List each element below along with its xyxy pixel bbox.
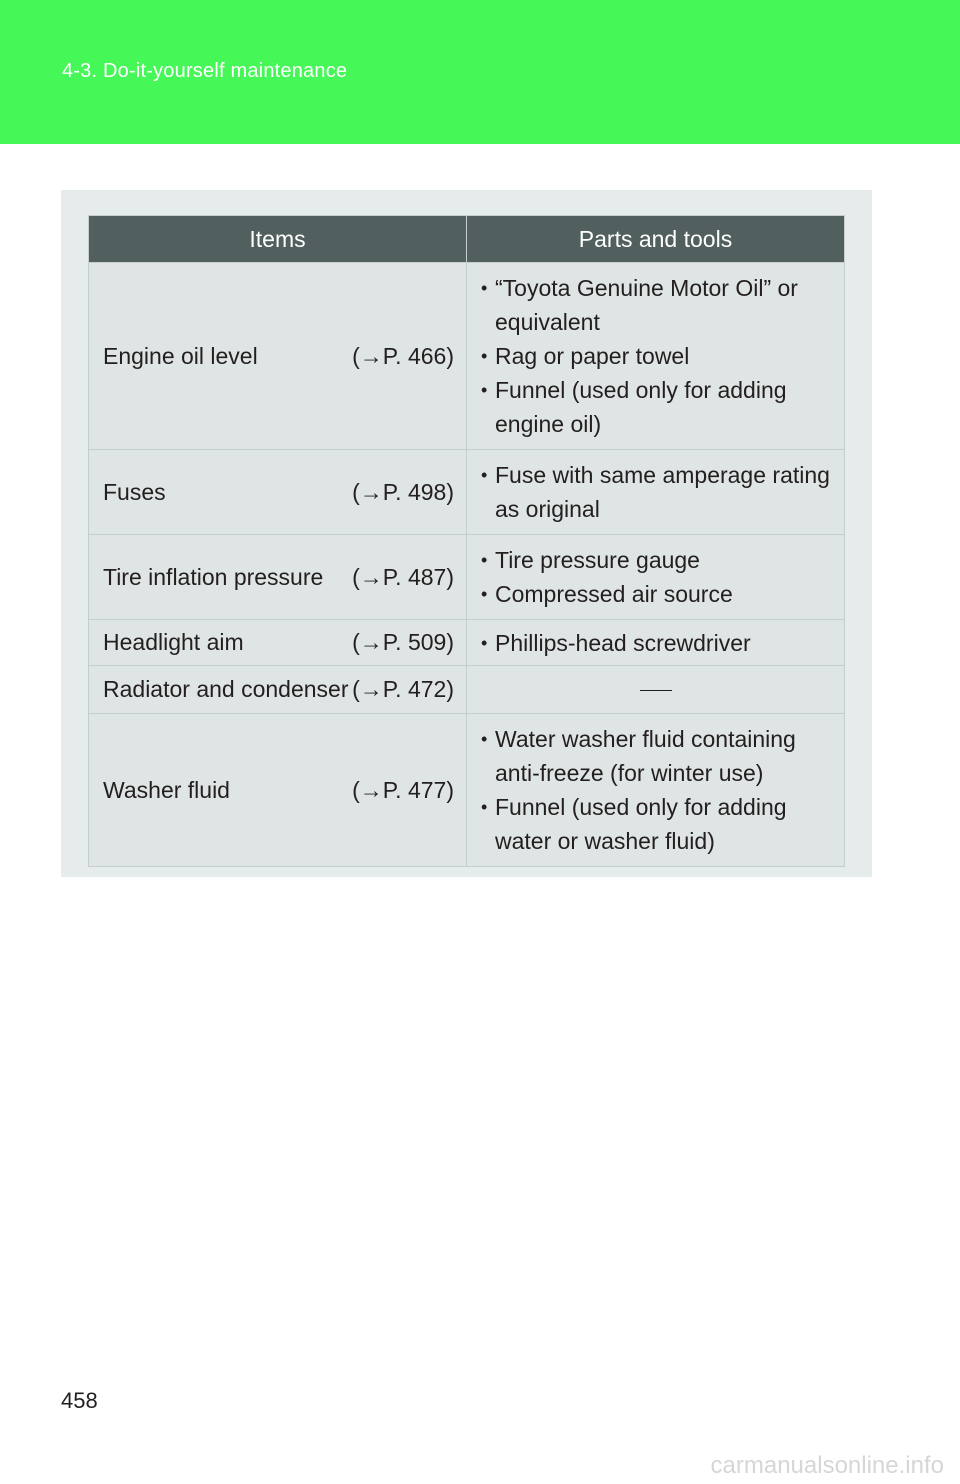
- header-parts: Parts and tools: [467, 216, 845, 263]
- item-name: Engine oil level: [103, 342, 258, 369]
- item-name: Headlight aim: [103, 629, 244, 655]
- item-cell: [89, 714, 467, 867]
- page-ref-link[interactable]: (→P. 509): [352, 629, 454, 655]
- list-item: • Compressed air source: [481, 581, 733, 607]
- table-row: [89, 450, 845, 535]
- page-ref-link[interactable]: (→P. 472): [352, 676, 454, 702]
- page-ref-link[interactable]: (→P. 466): [352, 342, 454, 369]
- item-cell: [89, 450, 467, 535]
- list-item: • Phillips-head screwdriver: [481, 629, 751, 656]
- item-cell: [89, 666, 467, 714]
- parts-cell: [467, 714, 845, 867]
- parts-cell: [467, 535, 845, 620]
- table-header-row: [89, 216, 845, 263]
- parts-cell-empty: [467, 666, 845, 714]
- list-item: • Funnel (used only for adding water or washer fluid): [481, 794, 787, 854]
- page-ref-link[interactable]: (→P. 487): [352, 563, 454, 590]
- item-name: Radiator and condenser: [103, 676, 349, 702]
- list-item: • Tire pressure gauge: [481, 547, 700, 573]
- table-row: [89, 666, 845, 714]
- parts-cell: [467, 263, 845, 450]
- parts-cell: [467, 450, 845, 535]
- page-ref-link[interactable]: (→P. 477): [352, 776, 454, 803]
- item-cell: [89, 620, 467, 666]
- list-item: • Rag or paper towel: [481, 343, 690, 369]
- parts-cell: [467, 620, 845, 666]
- list-item: • “Toyota Genuine Motor Oil” or equivalent: [481, 275, 798, 335]
- table-row: [89, 263, 845, 450]
- item-cell: [89, 535, 467, 620]
- table-row: [89, 714, 845, 867]
- list-item: • Water washer fluid containing anti-freeze (for winter use): [481, 726, 796, 786]
- page-ref-link[interactable]: (→P. 498): [352, 478, 454, 505]
- section-title: 4-3. Do-it-yourself maintenance: [62, 60, 348, 82]
- item-name: Washer fluid: [103, 776, 230, 803]
- table-row: [89, 535, 845, 620]
- dash-mark: [640, 690, 672, 691]
- watermark: carmanualsonline.info: [710, 1452, 944, 1479]
- list-item: • Fuse with same amperage rating as original: [481, 462, 830, 522]
- list-item: • Funnel (used only for adding engine oil): [481, 377, 787, 437]
- item-name: Tire inflation pressure: [103, 563, 324, 590]
- table-row: [89, 620, 845, 666]
- item-name: Fuses: [103, 478, 166, 505]
- item-cell: [89, 263, 467, 450]
- page-number: 458: [61, 1388, 98, 1413]
- header-items: Items: [89, 216, 467, 263]
- maintenance-table: [88, 215, 845, 867]
